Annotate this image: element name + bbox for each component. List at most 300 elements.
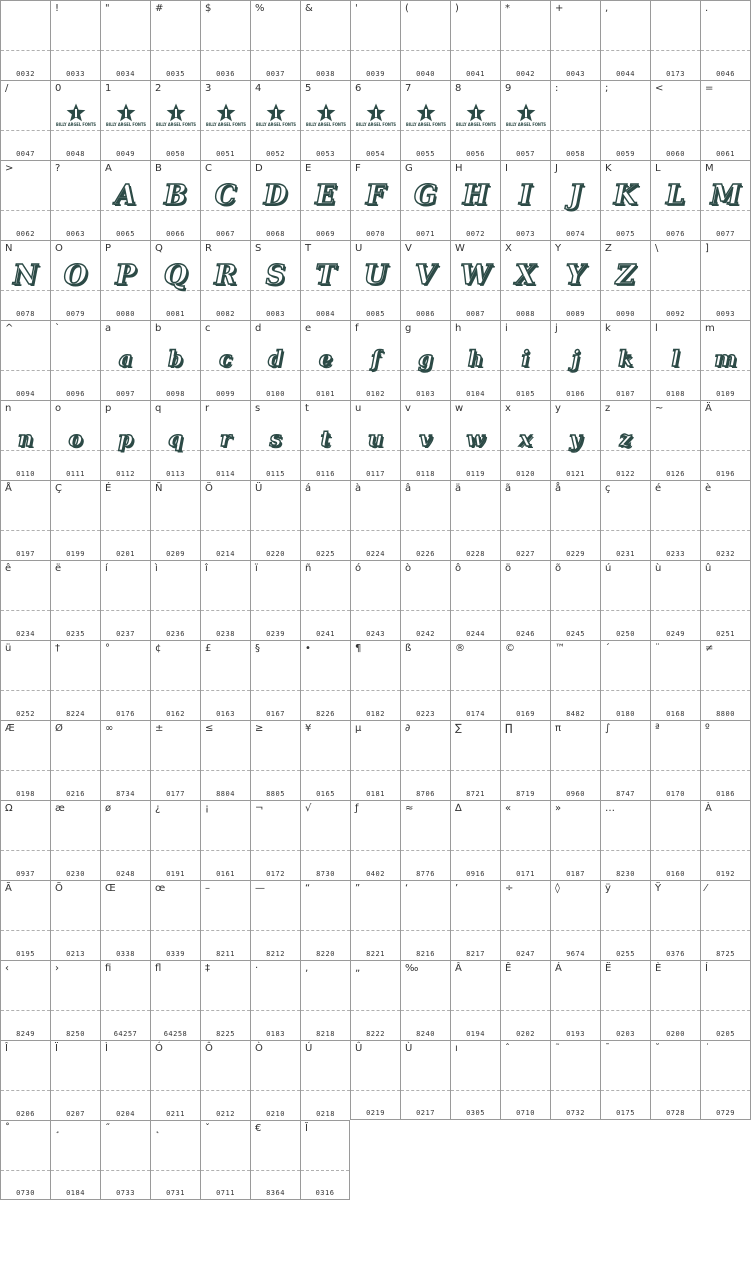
character-label: Ĭ — [305, 1123, 308, 1134]
glyph-preview: H — [462, 180, 489, 211]
glyph-cell — [100, 720, 150, 800]
glyph-cell — [600, 480, 650, 560]
glyph-preview: y — [569, 426, 582, 451]
baseline-guide — [201, 50, 250, 51]
glyph-cell — [250, 80, 300, 160]
glyph-cell — [550, 1040, 600, 1120]
glyph-cell — [0, 320, 50, 400]
baseline-guide — [301, 850, 350, 851]
glyph-cell — [700, 80, 751, 160]
glyph-cell — [150, 720, 200, 800]
glyph-preview: o — [68, 426, 83, 451]
glyph-cell — [650, 480, 700, 560]
code-point-label: 0232 — [716, 550, 735, 558]
code-point-label: 0077 — [716, 230, 735, 238]
font-logo — [254, 103, 298, 131]
glyph-cell — [300, 160, 350, 240]
glyph-row — [0, 560, 751, 640]
code-point-label: 0710 — [516, 1109, 535, 1117]
glyph-cell — [700, 400, 751, 480]
code-point-label: 0175 — [616, 1109, 635, 1117]
baseline-guide — [251, 530, 300, 531]
character-label: Ã — [5, 883, 12, 894]
star-logo-icon — [416, 103, 436, 122]
glyph-cell — [150, 560, 200, 640]
character-label: ∫ — [605, 723, 611, 734]
glyph-preview: B — [164, 180, 187, 211]
glyph-preview: M — [710, 180, 741, 211]
logo-text: BILLY ARGEL FONTS — [506, 122, 546, 127]
baseline-guide — [351, 1090, 400, 1091]
code-point-label: 0192 — [716, 870, 735, 878]
character-label: l — [655, 323, 658, 334]
glyph-preview: r — [219, 426, 232, 451]
baseline-guide — [501, 690, 550, 691]
glyph-cell — [700, 960, 751, 1040]
character-label: 6 — [355, 83, 362, 94]
character-label: ¬ — [255, 803, 264, 814]
glyph-cell — [650, 880, 700, 960]
glyph-cell — [450, 320, 500, 400]
glyph-cell — [100, 160, 150, 240]
code-point-label: 0206 — [16, 1110, 35, 1118]
glyph-row — [0, 720, 751, 800]
code-point-label: 0057 — [516, 150, 535, 158]
glyph-cell — [300, 480, 350, 560]
glyph-cell — [600, 160, 650, 240]
code-point-label: 0055 — [416, 150, 435, 158]
glyph-preview: G — [413, 180, 438, 211]
glyph-cell — [550, 560, 600, 640]
baseline-guide — [201, 930, 250, 931]
glyph-cell — [200, 1040, 250, 1120]
character-label: = — [705, 83, 714, 94]
character-label: ¥ — [305, 723, 312, 734]
code-point-label: 0218 — [316, 1110, 335, 1118]
code-point-label: 0068 — [266, 230, 285, 238]
glyph-row — [0, 320, 751, 400]
baseline-guide — [701, 450, 750, 451]
glyph-cell — [100, 960, 150, 1040]
baseline-guide — [451, 690, 500, 691]
glyph-preview: c — [219, 346, 232, 371]
glyph-cell — [300, 640, 350, 720]
character-label: z — [605, 403, 611, 414]
baseline-guide — [201, 1010, 250, 1011]
glyph-cell — [700, 720, 751, 800]
character-label: „ — [355, 963, 361, 974]
baseline-guide — [1, 1010, 50, 1011]
character-label: ò — [405, 563, 412, 574]
font-logo — [204, 103, 248, 131]
character-label: ' — [355, 3, 358, 14]
glyph-cell — [150, 640, 200, 720]
code-point-label: 0167 — [266, 710, 285, 718]
baseline-guide — [401, 610, 450, 611]
character-label: ” — [355, 883, 361, 894]
glyph-cell — [300, 0, 350, 80]
baseline-guide — [551, 610, 600, 611]
baseline-guide — [701, 610, 750, 611]
logo-text: BILLY ARGEL FONTS — [56, 122, 96, 127]
character-label: æ — [55, 803, 65, 814]
character-label: ° — [105, 643, 110, 654]
character-label: " — [105, 3, 110, 14]
code-point-label: 8221 — [366, 950, 385, 958]
baseline-guide — [601, 1010, 650, 1011]
character-label: í — [105, 563, 108, 574]
glyph-cell — [0, 400, 50, 480]
baseline-guide — [1, 50, 50, 51]
glyph-cell — [550, 400, 600, 480]
character-label: Ê — [505, 963, 512, 974]
character-label: ≤ — [205, 723, 214, 734]
glyph-cell — [350, 1040, 400, 1120]
glyph-cell — [50, 0, 100, 80]
glyph-cell — [0, 560, 50, 640]
character-label: ^ — [5, 323, 14, 334]
baseline-guide — [101, 930, 150, 931]
glyph-cell — [0, 720, 50, 800]
character-label: ÿ — [605, 883, 611, 894]
glyph-cell — [500, 960, 550, 1040]
glyph-cell — [650, 720, 700, 800]
baseline-guide — [51, 610, 100, 611]
code-point-label: 0060 — [666, 150, 685, 158]
glyph-preview: C — [214, 180, 237, 211]
character-label: ‹ — [5, 963, 9, 974]
code-point-label: 0402 — [366, 870, 385, 878]
code-point-label: 0116 — [316, 470, 335, 478]
character-label: m — [705, 323, 715, 334]
glyph-cell — [250, 720, 300, 800]
code-point-label: 0040 — [416, 70, 435, 78]
character-label: x — [505, 403, 511, 414]
character-label: – — [205, 883, 210, 894]
baseline-guide — [1, 370, 50, 371]
character-label: n — [5, 403, 12, 414]
code-point-label: 0089 — [566, 310, 585, 318]
code-point-label: 0106 — [566, 390, 585, 398]
character-label: å — [555, 483, 562, 494]
glyph-preview: q — [168, 426, 183, 451]
character-label: Q — [155, 243, 163, 254]
baseline-guide — [701, 290, 750, 291]
glyph-preview: h — [467, 346, 484, 371]
glyph-cell — [300, 560, 350, 640]
character-label: o — [55, 403, 62, 414]
character-label: § — [255, 643, 260, 654]
code-point-label: 8721 — [466, 790, 485, 798]
code-point-label: 0048 — [66, 150, 85, 158]
baseline-guide — [251, 610, 300, 611]
baseline-guide — [501, 1010, 550, 1011]
code-point-label: 8222 — [366, 1030, 385, 1038]
character-label: T — [305, 243, 312, 254]
character-label: + — [555, 3, 564, 14]
character-label: ö — [505, 563, 512, 574]
font-logo — [354, 103, 398, 131]
glyph-cell — [350, 0, 400, 80]
character-label: / — [5, 83, 9, 94]
code-point-label: 0255 — [616, 950, 635, 958]
code-point-label: 64258 — [163, 1030, 188, 1038]
character-label: Æ — [5, 723, 15, 734]
glyph-cell — [100, 1040, 150, 1120]
glyph-cell — [200, 560, 250, 640]
glyph-cell — [650, 160, 700, 240]
code-point-label: 0094 — [16, 390, 35, 398]
character-label: < — [655, 83, 664, 94]
baseline-guide — [301, 530, 350, 531]
code-point-label: 8725 — [716, 950, 735, 958]
character-label: õ — [555, 563, 562, 574]
code-point-label: 0122 — [616, 470, 635, 478]
baseline-guide — [101, 50, 150, 51]
glyph-cell — [650, 640, 700, 720]
glyph-cell — [350, 240, 400, 320]
character-label: Ÿ — [655, 883, 662, 894]
glyph-cell — [150, 240, 200, 320]
character-label: 1 — [105, 83, 112, 94]
code-point-label: 0733 — [116, 1189, 135, 1197]
code-point-label: 0224 — [366, 550, 385, 558]
glyph-cell — [250, 400, 300, 480]
code-point-label: 0081 — [166, 310, 185, 318]
code-point-label: 0070 — [366, 230, 385, 238]
character-label: ﬁ — [105, 963, 112, 974]
baseline-guide — [651, 930, 700, 931]
character-label: ≠ — [705, 643, 714, 654]
glyph-preview: U — [363, 260, 388, 291]
code-point-label: 0067 — [216, 230, 235, 238]
character-label: ´ — [605, 643, 610, 654]
code-point-label: 0252 — [16, 710, 35, 718]
code-point-label: 0251 — [716, 630, 735, 638]
character-label: ; — [605, 83, 609, 94]
glyph-cell — [200, 320, 250, 400]
font-logo — [454, 103, 498, 131]
character-label: ? — [55, 163, 61, 174]
baseline-guide — [151, 690, 200, 691]
baseline-guide — [701, 770, 750, 771]
glyph-cell — [50, 960, 100, 1040]
code-point-label: 0241 — [316, 630, 335, 638]
character-label: N — [5, 243, 13, 254]
code-point-label: 8217 — [466, 950, 485, 958]
baseline-guide — [451, 850, 500, 851]
baseline-guide — [51, 210, 100, 211]
code-point-label: 0056 — [466, 150, 485, 158]
character-label: … — [605, 803, 615, 814]
character-label: K — [605, 163, 612, 174]
glyph-cell — [700, 560, 751, 640]
character-label: Ô — [205, 1043, 213, 1054]
baseline-guide — [301, 50, 350, 51]
baseline-guide — [401, 530, 450, 531]
glyph-cell — [100, 560, 150, 640]
glyph-preview: L — [666, 180, 685, 211]
code-point-label: 0096 — [66, 390, 85, 398]
glyph-cell — [450, 800, 500, 880]
glyph-cell — [500, 880, 550, 960]
character-label: Ñ — [155, 483, 163, 494]
character-label: ü — [5, 643, 12, 654]
glyph-cell — [650, 240, 700, 320]
character-label: œ — [155, 883, 166, 894]
glyph-cell — [100, 80, 150, 160]
glyph-cell — [250, 960, 300, 1040]
glyph-cell — [450, 480, 500, 560]
character-label: µ — [355, 723, 362, 734]
star-logo-icon — [316, 103, 336, 122]
baseline-guide — [551, 1090, 600, 1091]
character-label: “ — [305, 883, 311, 894]
code-point-label: 0216 — [66, 790, 85, 798]
code-point-label: 0228 — [466, 550, 485, 558]
baseline-guide — [201, 850, 250, 851]
character-label: ˝ — [105, 1123, 110, 1134]
glyph-cell — [350, 480, 400, 560]
code-point-label: 0034 — [116, 70, 135, 78]
glyph-cell — [200, 880, 250, 960]
glyph-cell — [600, 560, 650, 640]
code-point-label: 0099 — [216, 390, 235, 398]
baseline-guide — [201, 690, 250, 691]
baseline-guide — [101, 530, 150, 531]
glyph-cell — [650, 800, 700, 880]
code-point-label: 0339 — [166, 950, 185, 958]
character-label: e — [305, 323, 312, 334]
character-label: Ó — [155, 1043, 163, 1054]
glyph-cell — [300, 880, 350, 960]
glyph-cell — [200, 80, 250, 160]
character-label: ÷ — [505, 883, 514, 894]
font-logo — [304, 103, 348, 131]
code-point-label: 0316 — [315, 1189, 335, 1197]
character-label: ¶ — [355, 643, 362, 654]
character-label: X — [505, 243, 512, 254]
baseline-guide — [551, 530, 600, 531]
baseline-guide — [101, 1010, 150, 1011]
glyph-preview: F — [365, 180, 386, 211]
code-point-label: 0168 — [666, 710, 685, 718]
character-label: » — [555, 803, 562, 814]
glyph-cell — [250, 240, 300, 320]
code-point-label: 0076 — [666, 230, 685, 238]
character-label: i — [505, 323, 508, 334]
glyph-cell — [700, 320, 751, 400]
baseline-guide — [551, 130, 600, 131]
baseline-guide — [501, 610, 550, 611]
code-point-label: 0186 — [716, 790, 735, 798]
character-label: 4 — [255, 83, 262, 94]
baseline-guide — [151, 930, 200, 931]
code-point-label: 0107 — [616, 390, 635, 398]
character-label: L — [655, 163, 661, 174]
glyph-row — [0, 880, 751, 960]
character-label: À — [705, 803, 712, 814]
character-label: J — [555, 163, 558, 174]
code-point-label: 0050 — [166, 150, 185, 158]
code-point-label: 0126 — [666, 470, 685, 478]
character-label: © — [505, 643, 515, 654]
code-point-label: 0165 — [316, 790, 335, 798]
baseline-guide — [1, 690, 50, 691]
baseline-guide — [151, 610, 200, 611]
code-point-label: 0033 — [66, 70, 85, 78]
glyph-cell — [0, 240, 50, 320]
glyph-cell — [550, 80, 600, 160]
character-label: ä — [455, 483, 462, 494]
character-label: ‚ — [305, 963, 309, 974]
code-point-label: 0245 — [566, 630, 585, 638]
baseline-guide — [501, 1090, 550, 1091]
glyph-cell — [100, 1120, 150, 1200]
code-point-label: 0732 — [566, 1109, 585, 1117]
code-point-label: 0117 — [366, 470, 385, 478]
glyph-preview: V — [415, 260, 436, 291]
character-label: ì — [155, 563, 158, 574]
code-point-label: 0219 — [366, 1109, 385, 1117]
glyph-cell — [550, 480, 600, 560]
glyph-row — [0, 800, 751, 880]
code-point-label: 0035 — [166, 70, 185, 78]
character-label: $ — [205, 3, 212, 14]
baseline-guide — [151, 850, 200, 851]
glyph-cell — [700, 0, 751, 80]
code-point-label: 0225 — [316, 550, 335, 558]
code-point-label: 0088 — [516, 310, 535, 318]
logo-text: BILLY ARGEL FONTS — [106, 122, 146, 127]
code-point-label: 0183 — [266, 1030, 285, 1038]
code-point-label: 0729 — [716, 1109, 735, 1117]
character-label: q — [155, 403, 162, 414]
glyph-preview: g — [418, 346, 433, 371]
baseline-guide — [651, 530, 700, 531]
code-point-label: 64257 — [113, 1030, 138, 1038]
character-label: U — [355, 243, 363, 254]
glyph-cell — [250, 1040, 300, 1120]
glyph-preview: J — [569, 180, 582, 211]
glyph-cell — [150, 1120, 200, 1200]
baseline-guide — [351, 1010, 400, 1011]
code-point-label: 0205 — [716, 1030, 735, 1038]
glyph-cell — [250, 560, 300, 640]
glyph-cell — [450, 240, 500, 320]
star-logo-icon — [266, 103, 286, 122]
character-label: • — [305, 643, 311, 654]
code-point-label: 0104 — [466, 390, 485, 398]
code-point-label: 0236 — [166, 630, 185, 638]
glyph-preview: A — [115, 180, 136, 211]
glyph-cell — [150, 400, 200, 480]
character-label: D — [255, 163, 263, 174]
character-label: Ï — [55, 1043, 58, 1054]
character-label: F — [355, 163, 361, 174]
glyph-preview: E — [315, 180, 336, 211]
baseline-guide — [201, 530, 250, 531]
empty-slot — [650, 1120, 700, 1200]
character-label: W — [455, 243, 465, 254]
code-point-label: 0115 — [266, 470, 285, 478]
code-point-label: 0227 — [516, 550, 535, 558]
code-point-label: 0161 — [216, 870, 235, 878]
baseline-guide — [151, 770, 200, 771]
baseline-guide — [251, 1170, 300, 1171]
code-point-label: 0041 — [466, 70, 485, 78]
glyph-cell — [550, 800, 600, 880]
